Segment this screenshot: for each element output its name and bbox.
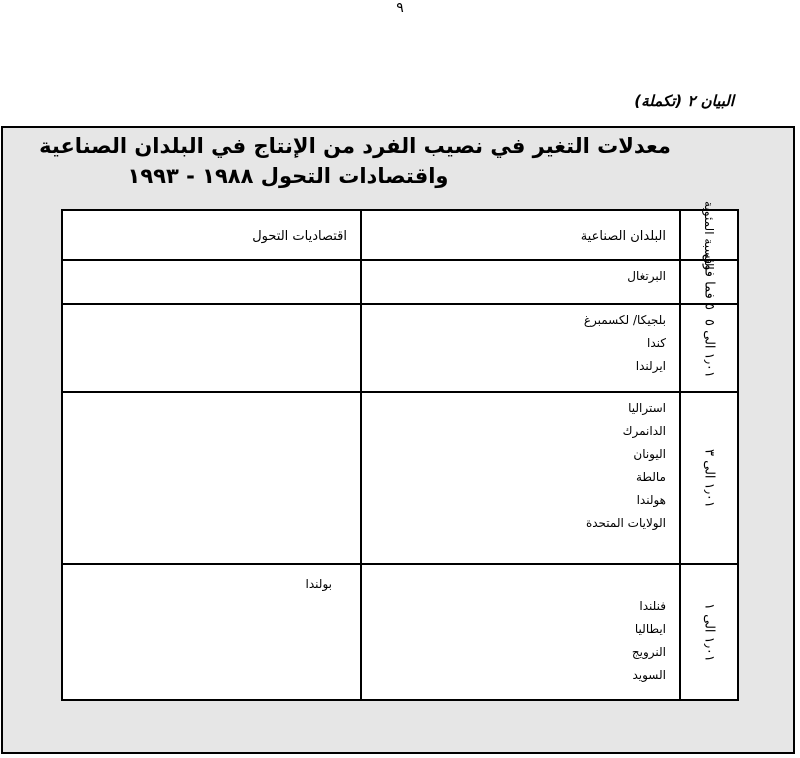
page-number: ٩ [396, 0, 404, 16]
row-3-industrial-cell [360, 565, 679, 699]
list-item: اليونان [633, 447, 666, 461]
row-1-industrial-cell [360, 305, 679, 393]
list-item: النرويج [631, 645, 666, 659]
list-item: هولندا [636, 493, 666, 507]
list-item: بلجيكا/ لكسمبرغ [583, 313, 666, 327]
table-caption: البيان ٢ (تكملة) [634, 92, 734, 110]
list-item: مالطة [635, 470, 666, 484]
header-transition-label: اقتصاديات التحول [252, 229, 347, 244]
row-3-transition-cell [63, 565, 360, 699]
outer-frame [1, 126, 795, 754]
header-industrial-cell [360, 211, 679, 261]
row-2-rank: ١٫٠١ الى ٣ [701, 448, 717, 508]
table-title [3, 131, 793, 191]
list-item: بولندا [305, 577, 332, 591]
row-1-rank: ١٫٠١ الى ٥ [701, 318, 717, 378]
list-item: فنلندا [639, 599, 666, 613]
list-item: البرتغال [627, 269, 666, 283]
data-table [61, 200, 739, 701]
row-0-rank-cell [679, 254, 737, 310]
row-0-transition-cell [63, 261, 360, 305]
list-item: الدانمرك [622, 424, 666, 438]
row-2-industrial-cell [360, 393, 679, 565]
row-2-transition-cell [63, 393, 360, 565]
row-1-rank-cell [679, 305, 737, 393]
row-0-industrial-cell [360, 261, 679, 305]
list-item: ايطاليا [634, 622, 666, 636]
title-line-2: واقتصادات التحول ١٩٨٨ - ١٩٩٣ [127, 164, 449, 188]
list-item: ايرلندا [635, 359, 666, 373]
row-3-rank-cell [679, 565, 737, 699]
list-item: الولايات المتحدة [585, 516, 666, 530]
row-0-rank: ٥ فما فوق [701, 254, 717, 310]
header-rank-label: النسبة المئوية [702, 200, 716, 270]
row-2-rank-cell [679, 393, 737, 565]
title-line-1: معدلات التغير في نصيب الفرد من الإنتاج في البلدان الصناعية [39, 134, 671, 158]
header-transition-cell [63, 211, 360, 261]
list-item: كندا [647, 336, 666, 350]
list-item: السويد [632, 668, 666, 682]
row-1-transition-cell [63, 305, 360, 393]
header-industrial-label: البلدان الصناعية [580, 229, 666, 244]
row-3-rank: ١٫٠١ الى ١ [701, 602, 717, 662]
list-item: استراليا [628, 401, 666, 415]
